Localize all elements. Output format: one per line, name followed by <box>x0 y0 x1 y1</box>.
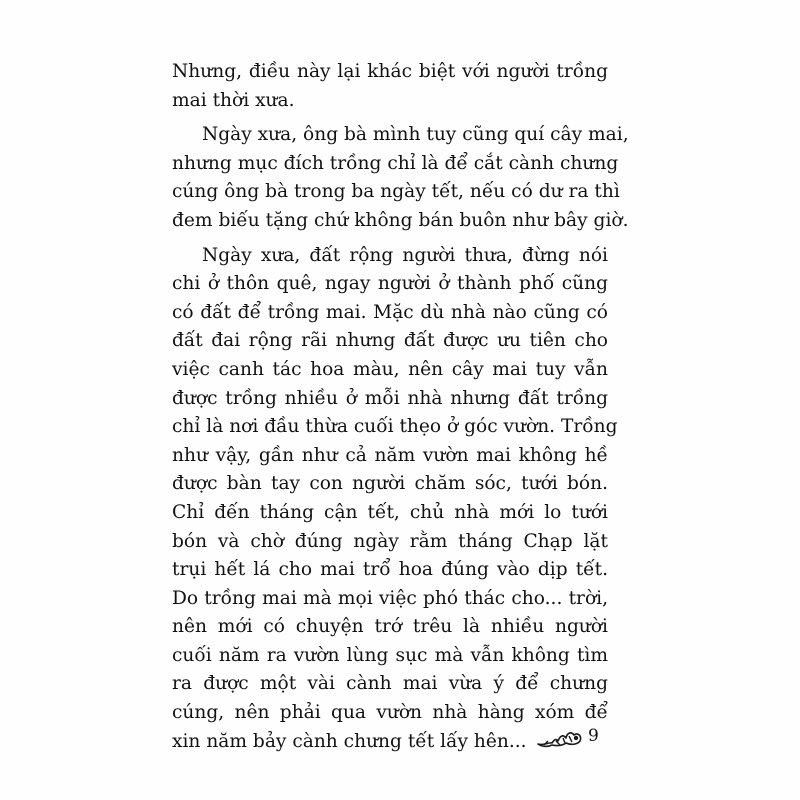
page-footer <box>536 720 616 760</box>
text-line: việc canh tác hoa màu, nên cây mai tuy vẫn <box>172 358 608 380</box>
text-line: như vậy, gần như cả năm vườn mai không hề <box>172 444 608 466</box>
page-number: 9 <box>588 726 599 746</box>
text-line: Do trồng mai mà mọi việc phó thác cho... trời, <box>172 587 608 609</box>
text-line: có đất để trồng mai. Mặc dù nhà nào cũng có <box>172 301 608 323</box>
text-line: được trồng nhiều ở mỗi nhà nhưng đất trồng <box>172 387 608 409</box>
text-line: đất đai rộng rãi nhưng đất được ưu tiên cho <box>172 330 608 352</box>
text-line: được bàn tay con người chăm sóc, tưới bón. <box>172 473 608 495</box>
text-line: trụi hết lá cho mai trổ hoa đúng vào dịp tết. <box>172 559 608 581</box>
text-line: xin năm bảy cành chưng tết lấy hên... <box>172 730 527 752</box>
text-line: bón và chờ đúng ngày rằm tháng Chạp lặt <box>172 530 608 552</box>
text-line: chi ở thôn quê, ngay người ở thành phố cũng <box>172 273 608 295</box>
text-line: Ngày xưa, ông bà mình tuy cũng quí cây mai, <box>202 124 629 146</box>
text-line: cuối năm ra vườn lùng sục mà vẫn không tìm <box>172 644 608 666</box>
text-line: chỉ là nơi đầu thừa cuối thẹo ở góc vườn. Trồng <box>172 416 618 438</box>
text-line: Ngày xưa, đất rộng người thưa, đừng nói <box>202 244 608 266</box>
text-line: đem biếu tặng chứ không bán buôn như bây giờ. <box>172 209 629 231</box>
text-line: nhưng mục đích trồng chỉ là để cắt cành chưng <box>172 152 619 174</box>
text-line: cúng ông bà trong ba ngày tết, nếu có dư ra thì <box>172 181 620 203</box>
text-line: ra được một vài cành mai vừa ý để chưng <box>172 673 608 695</box>
text-line: mai thời xưa. <box>172 89 295 111</box>
text-line: Nhưng, điều này lại khác biệt với người trồng <box>172 61 608 82</box>
text-line: cúng, nên phải qua vườn nhà hàng xóm để <box>172 702 608 724</box>
flourish-ornament-icon <box>536 724 586 750</box>
text-line: Chỉ đến tháng cận tết, chủ nhà mới lo tưới <box>172 501 608 523</box>
body-text <box>172 58 629 756</box>
text-line: nên mới có chuyện trớ trêu là nhiều người <box>172 616 608 638</box>
